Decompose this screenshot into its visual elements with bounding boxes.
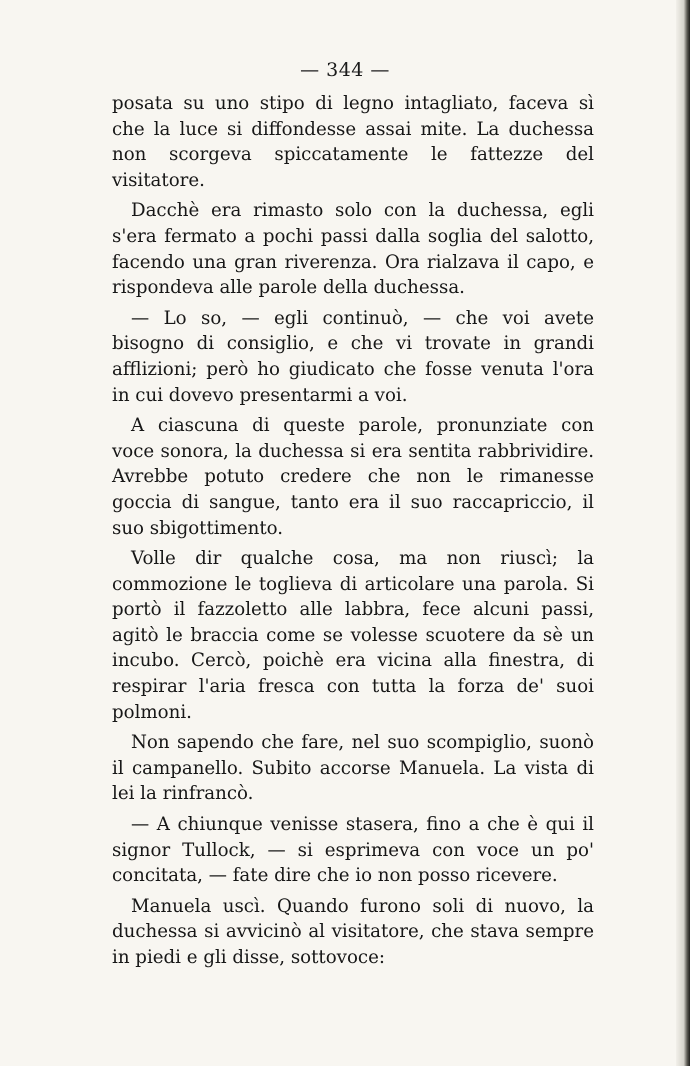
page-number: — 344 — [300, 59, 390, 81]
body-text [112, 91, 594, 976]
paragraph-8: Manuela uscì. Quando furono soli di nuovo, la duchessa si avvicinò al visitatore, che stava sempre in piedi e gli disse, sottovoce: [112, 895, 594, 968]
paragraph-2: Dacchè era rimasto solo con la duchessa, egli s'era fermato a pochi passi dalla soglia del salotto, facendo una gran riverenza. Ora rialzava il capo, e rispondeva alle parole della duchessa. [112, 200, 594, 299]
paragraph-1: posata su uno stipo di legno intagliato, faceva sì che la luce si diffondesse assai mite. La duchessa non scorgeva spiccatamente le fattezze del visitatore. [112, 93, 594, 191]
paragraph-7: — A chiunque venisse stasera, fino a che è qui il signor Tullock, — si esprimeva con voce un po' concitata, — fate dire che io non posso ricevere. [112, 814, 594, 887]
paragraph-6: Non sapendo che fare, nel suo scompiglio, suonò il campanello. Subito accorse Manuela. La vista di lei la rinfrancò. [112, 732, 594, 805]
paragraph-5: Volle dir qualche cosa, ma non riuscì; la commozione le toglieva di articolare una parola. Si portò il fazzoletto alle labbra, fece alcuni passi, agitò le braccia come se volesse scuotere da sè un incubo. Cercò, poichè era vicina alla finestra, di respirar l'aria fresca con tutta la forza de' suoi polmoni. [112, 548, 594, 723]
page-edge-shadow [676, 0, 690, 1066]
paragraph-3: — Lo so, — egli continuò, — che voi avete bisogno di consiglio, e che vi trovate in grandi afflizioni; però ho giudicato che fosse venuta l'ora in cui dovevo presentarmi a voi. [112, 307, 594, 406]
paragraph-4: A ciascuna di queste parole, pronunziate con voce sonora, la duchessa si era sentita rabbrividire. Avrebbe potuto credere che non le rimanesse goccia di sangue, tanto era il suo raccapriccio, il suo sbigottimento. [112, 415, 594, 539]
